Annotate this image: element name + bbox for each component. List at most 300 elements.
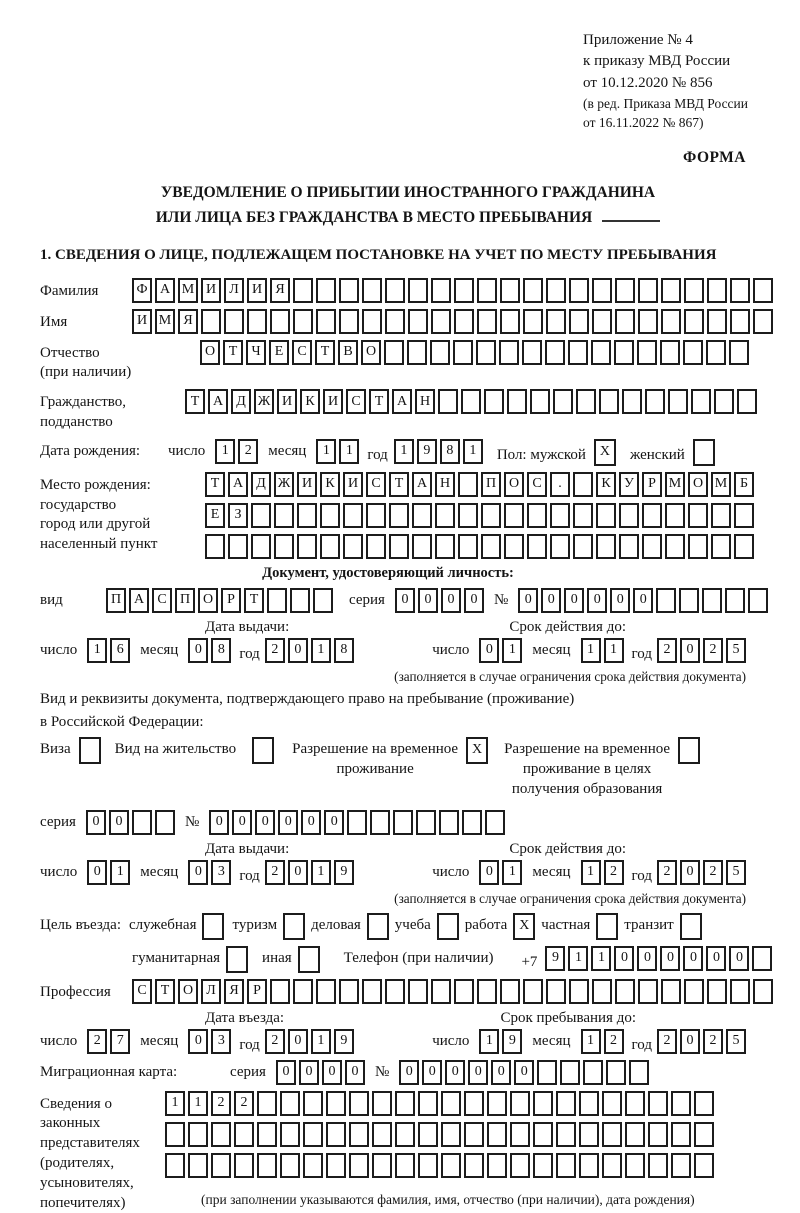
char-cell[interactable]: 0 — [637, 946, 657, 971]
char-cell[interactable] — [694, 1091, 714, 1116]
char-cell[interactable] — [614, 340, 634, 365]
char-cell[interactable]: 0 — [564, 588, 584, 613]
char-cell[interactable]: Т — [155, 979, 175, 1004]
char-cell[interactable] — [523, 278, 543, 303]
char-cell[interactable]: Я — [178, 309, 198, 334]
char-cell[interactable]: Я — [224, 979, 244, 1004]
char-cell[interactable] — [431, 979, 451, 1004]
char-cell[interactable] — [504, 503, 524, 528]
char-cell[interactable] — [602, 1091, 622, 1116]
char-cell[interactable] — [573, 534, 593, 559]
char-cell[interactable]: С — [527, 472, 547, 497]
char-cell[interactable] — [251, 503, 271, 528]
char-cell[interactable] — [464, 1091, 484, 1116]
char-cell[interactable]: 0 — [255, 810, 275, 835]
char-cell[interactable] — [688, 503, 708, 528]
char-cell[interactable] — [247, 309, 267, 334]
char-cell[interactable] — [484, 389, 504, 414]
char-cell[interactable] — [619, 503, 639, 528]
char-cell[interactable] — [523, 309, 543, 334]
char-cell[interactable]: 1 — [581, 638, 601, 663]
char-cell[interactable] — [737, 389, 757, 414]
char-cell[interactable] — [546, 979, 566, 1004]
char-cell[interactable]: 0 — [514, 1060, 534, 1085]
char-cell[interactable] — [556, 1091, 576, 1116]
char-cell[interactable]: Р — [247, 979, 267, 1004]
char-cell[interactable] — [362, 309, 382, 334]
char-cell[interactable]: И — [247, 278, 267, 303]
char-cell[interactable]: Е — [205, 503, 225, 528]
char-cell[interactable] — [679, 588, 699, 613]
char-cell[interactable]: К — [596, 472, 616, 497]
char-cell[interactable] — [625, 1153, 645, 1178]
char-cell[interactable]: О — [688, 472, 708, 497]
char-cell[interactable] — [510, 1153, 530, 1178]
char-cell[interactable] — [316, 278, 336, 303]
char-cell[interactable] — [702, 588, 722, 613]
char-cell[interactable] — [500, 309, 520, 334]
char-cell[interactable] — [349, 1122, 369, 1147]
char-cell[interactable] — [408, 309, 428, 334]
char-cell[interactable]: 2 — [703, 1029, 723, 1054]
char-cell[interactable] — [251, 534, 271, 559]
char-cell[interactable] — [579, 1091, 599, 1116]
char-cell[interactable] — [665, 503, 685, 528]
char-cell[interactable]: 0 — [276, 1060, 296, 1085]
char-cell[interactable] — [362, 979, 382, 1004]
char-cell[interactable] — [729, 340, 749, 365]
char-cell[interactable] — [461, 389, 481, 414]
char-cell[interactable] — [642, 534, 662, 559]
char-cell[interactable]: 1 — [311, 860, 331, 885]
char-cell[interactable]: 1 — [110, 860, 130, 885]
char-cell[interactable] — [725, 588, 745, 613]
char-cell[interactable] — [326, 1091, 346, 1116]
char-cell[interactable] — [453, 340, 473, 365]
char-cell[interactable] — [500, 979, 520, 1004]
char-cell[interactable] — [165, 1153, 185, 1178]
char-cell[interactable]: 0 — [445, 1060, 465, 1085]
char-cell[interactable]: 1 — [87, 638, 107, 663]
char-cell[interactable] — [507, 389, 527, 414]
char-cell[interactable] — [454, 309, 474, 334]
char-cell[interactable]: X — [466, 737, 488, 764]
char-cell[interactable]: 0 — [614, 946, 634, 971]
char-cell[interactable] — [408, 278, 428, 303]
char-cell[interactable] — [753, 309, 773, 334]
char-cell[interactable]: 0 — [680, 1029, 700, 1054]
char-cell[interactable]: В — [338, 340, 358, 365]
char-cell[interactable]: 0 — [188, 638, 208, 663]
char-cell[interactable] — [661, 979, 681, 1004]
char-cell[interactable] — [297, 534, 317, 559]
char-cell[interactable]: 2 — [657, 860, 677, 885]
char-cell[interactable]: 1 — [188, 1091, 208, 1116]
char-cell[interactable] — [418, 1122, 438, 1147]
char-cell[interactable] — [454, 278, 474, 303]
char-cell[interactable] — [293, 309, 313, 334]
char-cell[interactable]: А — [208, 389, 228, 414]
char-cell[interactable]: 0 — [232, 810, 252, 835]
char-cell[interactable]: Л — [224, 278, 244, 303]
char-cell[interactable]: 0 — [399, 1060, 419, 1085]
char-cell[interactable] — [431, 309, 451, 334]
char-cell[interactable] — [458, 472, 478, 497]
char-cell[interactable] — [730, 309, 750, 334]
char-cell[interactable] — [293, 979, 313, 1004]
char-cell[interactable] — [274, 534, 294, 559]
char-cell[interactable] — [504, 534, 524, 559]
char-cell[interactable]: 8 — [211, 638, 231, 663]
char-cell[interactable]: 0 — [299, 1060, 319, 1085]
char-cell[interactable] — [155, 810, 175, 835]
char-cell[interactable]: М — [711, 472, 731, 497]
char-cell[interactable] — [267, 588, 287, 613]
char-cell[interactable] — [533, 1091, 553, 1116]
char-cell[interactable] — [395, 1122, 415, 1147]
char-cell[interactable]: 8 — [334, 638, 354, 663]
char-cell[interactable]: Р — [642, 472, 662, 497]
char-cell[interactable]: Т — [389, 472, 409, 497]
char-cell[interactable] — [730, 278, 750, 303]
char-cell[interactable] — [500, 278, 520, 303]
char-cell[interactable] — [693, 439, 715, 466]
char-cell[interactable] — [556, 1153, 576, 1178]
char-cell[interactable] — [477, 979, 497, 1004]
char-cell[interactable] — [753, 278, 773, 303]
char-cell[interactable]: 2 — [703, 638, 723, 663]
char-cell[interactable]: 1 — [165, 1091, 185, 1116]
char-cell[interactable]: 0 — [188, 1029, 208, 1054]
char-cell[interactable] — [165, 1122, 185, 1147]
char-cell[interactable]: X — [513, 913, 535, 940]
char-cell[interactable] — [487, 1091, 507, 1116]
char-cell[interactable] — [638, 979, 658, 1004]
char-cell[interactable]: Н — [435, 472, 455, 497]
char-cell[interactable] — [339, 309, 359, 334]
char-cell[interactable]: 1 — [591, 946, 611, 971]
char-cell[interactable]: А — [392, 389, 412, 414]
char-cell[interactable] — [599, 389, 619, 414]
char-cell[interactable] — [439, 810, 459, 835]
char-cell[interactable]: 2 — [657, 638, 677, 663]
char-cell[interactable]: Р — [221, 588, 241, 613]
char-cell[interactable] — [389, 534, 409, 559]
char-cell[interactable] — [339, 979, 359, 1004]
char-cell[interactable] — [530, 389, 550, 414]
char-cell[interactable] — [625, 1091, 645, 1116]
char-cell[interactable] — [343, 534, 363, 559]
char-cell[interactable] — [576, 389, 596, 414]
char-cell[interactable] — [753, 979, 773, 1004]
char-cell[interactable] — [257, 1091, 277, 1116]
char-cell[interactable]: 9 — [502, 1029, 522, 1054]
char-cell[interactable]: Д — [231, 389, 251, 414]
char-cell[interactable] — [270, 309, 290, 334]
char-cell[interactable]: 0 — [541, 588, 561, 613]
char-cell[interactable]: 0 — [610, 588, 630, 613]
char-cell[interactable] — [458, 534, 478, 559]
char-cell[interactable] — [569, 309, 589, 334]
char-cell[interactable]: 3 — [211, 860, 231, 885]
char-cell[interactable] — [678, 737, 700, 764]
char-cell[interactable] — [671, 1091, 691, 1116]
char-cell[interactable] — [435, 503, 455, 528]
char-cell[interactable] — [684, 979, 704, 1004]
char-cell[interactable]: П — [106, 588, 126, 613]
char-cell[interactable]: 2 — [234, 1091, 254, 1116]
char-cell[interactable] — [671, 1153, 691, 1178]
char-cell[interactable] — [537, 1060, 557, 1085]
char-cell[interactable]: 0 — [468, 1060, 488, 1085]
char-cell[interactable] — [481, 503, 501, 528]
char-cell[interactable] — [684, 278, 704, 303]
char-cell[interactable] — [303, 1122, 323, 1147]
char-cell[interactable] — [510, 1122, 530, 1147]
char-cell[interactable] — [625, 1122, 645, 1147]
char-cell[interactable] — [293, 278, 313, 303]
char-cell[interactable] — [510, 1091, 530, 1116]
char-cell[interactable] — [372, 1091, 392, 1116]
char-cell[interactable] — [573, 472, 593, 497]
char-cell[interactable]: 0 — [324, 810, 344, 835]
char-cell[interactable] — [619, 534, 639, 559]
char-cell[interactable]: У — [619, 472, 639, 497]
char-cell[interactable]: 2 — [211, 1091, 231, 1116]
char-cell[interactable] — [290, 588, 310, 613]
char-cell[interactable] — [224, 309, 244, 334]
char-cell[interactable]: М — [178, 278, 198, 303]
char-cell[interactable]: Т — [205, 472, 225, 497]
char-cell[interactable] — [591, 340, 611, 365]
char-cell[interactable] — [257, 1122, 277, 1147]
char-cell[interactable] — [606, 1060, 626, 1085]
char-cell[interactable] — [592, 278, 612, 303]
char-cell[interactable]: 5 — [726, 860, 746, 885]
char-cell[interactable]: 9 — [334, 1029, 354, 1054]
char-cell[interactable] — [257, 1153, 277, 1178]
char-cell[interactable] — [389, 503, 409, 528]
char-cell[interactable]: Т — [185, 389, 205, 414]
char-cell[interactable]: С — [132, 979, 152, 1004]
char-cell[interactable]: 1 — [502, 860, 522, 885]
char-cell[interactable]: О — [178, 979, 198, 1004]
char-cell[interactable] — [458, 503, 478, 528]
char-cell[interactable]: 1 — [604, 638, 624, 663]
char-cell[interactable] — [596, 913, 618, 940]
char-cell[interactable] — [464, 1153, 484, 1178]
char-cell[interactable]: М — [665, 472, 685, 497]
char-cell[interactable] — [694, 1153, 714, 1178]
char-cell[interactable] — [303, 1091, 323, 1116]
char-cell[interactable]: 1 — [568, 946, 588, 971]
char-cell[interactable]: П — [481, 472, 501, 497]
char-cell[interactable]: О — [198, 588, 218, 613]
char-cell[interactable] — [384, 340, 404, 365]
char-cell[interactable]: X — [594, 439, 616, 466]
char-cell[interactable]: 2 — [265, 860, 285, 885]
char-cell[interactable] — [684, 309, 704, 334]
char-cell[interactable]: 0 — [87, 860, 107, 885]
char-cell[interactable] — [412, 534, 432, 559]
char-cell[interactable] — [385, 278, 405, 303]
char-cell[interactable] — [533, 1153, 553, 1178]
char-cell[interactable] — [573, 503, 593, 528]
char-cell[interactable] — [730, 979, 750, 1004]
char-cell[interactable] — [408, 979, 428, 1004]
char-cell[interactable] — [706, 340, 726, 365]
char-cell[interactable]: Ж — [254, 389, 274, 414]
char-cell[interactable]: 0 — [86, 810, 106, 835]
char-cell[interactable] — [270, 979, 290, 1004]
char-cell[interactable]: Т — [244, 588, 264, 613]
char-cell[interactable]: 2 — [265, 638, 285, 663]
char-cell[interactable] — [645, 389, 665, 414]
char-cell[interactable] — [188, 1153, 208, 1178]
char-cell[interactable]: Т — [223, 340, 243, 365]
char-cell[interactable] — [252, 737, 274, 764]
char-cell[interactable]: 3 — [211, 1029, 231, 1054]
char-cell[interactable] — [550, 534, 570, 559]
char-cell[interactable]: К — [300, 389, 320, 414]
char-cell[interactable] — [522, 340, 542, 365]
char-cell[interactable]: 1 — [581, 1029, 601, 1054]
char-cell[interactable] — [734, 534, 754, 559]
char-cell[interactable] — [481, 534, 501, 559]
char-cell[interactable] — [316, 979, 336, 1004]
char-cell[interactable]: 2 — [657, 1029, 677, 1054]
char-cell[interactable] — [370, 810, 390, 835]
char-cell[interactable] — [680, 913, 702, 940]
char-cell[interactable] — [339, 278, 359, 303]
char-cell[interactable] — [477, 278, 497, 303]
char-cell[interactable] — [714, 389, 734, 414]
char-cell[interactable]: П — [175, 588, 195, 613]
char-cell[interactable] — [622, 389, 642, 414]
char-cell[interactable] — [487, 1122, 507, 1147]
char-cell[interactable] — [707, 309, 727, 334]
char-cell[interactable] — [313, 588, 333, 613]
char-cell[interactable] — [660, 340, 680, 365]
char-cell[interactable] — [711, 534, 731, 559]
char-cell[interactable] — [748, 588, 768, 613]
char-cell[interactable]: . — [550, 472, 570, 497]
char-cell[interactable] — [316, 309, 336, 334]
char-cell[interactable] — [349, 1091, 369, 1116]
char-cell[interactable]: О — [504, 472, 524, 497]
char-cell[interactable]: 0 — [395, 588, 415, 613]
char-cell[interactable]: З — [228, 503, 248, 528]
char-cell[interactable] — [734, 503, 754, 528]
char-cell[interactable] — [642, 503, 662, 528]
char-cell[interactable] — [476, 340, 496, 365]
char-cell[interactable] — [188, 1122, 208, 1147]
char-cell[interactable] — [297, 503, 317, 528]
char-cell[interactable]: Н — [415, 389, 435, 414]
char-cell[interactable]: И — [132, 309, 152, 334]
char-cell[interactable]: А — [412, 472, 432, 497]
char-cell[interactable] — [274, 503, 294, 528]
char-cell[interactable]: С — [366, 472, 386, 497]
char-cell[interactable] — [569, 979, 589, 1004]
char-cell[interactable]: 1 — [463, 439, 483, 464]
char-cell[interactable] — [280, 1122, 300, 1147]
char-cell[interactable] — [711, 503, 731, 528]
char-cell[interactable] — [546, 278, 566, 303]
char-cell[interactable] — [602, 1153, 622, 1178]
char-cell[interactable] — [579, 1122, 599, 1147]
char-cell[interactable]: С — [346, 389, 366, 414]
char-cell[interactable]: 0 — [188, 860, 208, 885]
char-cell[interactable] — [523, 979, 543, 1004]
char-cell[interactable] — [527, 534, 547, 559]
char-cell[interactable] — [234, 1153, 254, 1178]
char-cell[interactable]: 0 — [441, 588, 461, 613]
char-cell[interactable] — [546, 309, 566, 334]
char-cell[interactable] — [132, 810, 152, 835]
char-cell[interactable]: 1 — [311, 1029, 331, 1054]
char-cell[interactable]: 0 — [345, 1060, 365, 1085]
char-cell[interactable]: 0 — [288, 1029, 308, 1054]
char-cell[interactable] — [441, 1153, 461, 1178]
char-cell[interactable] — [462, 810, 482, 835]
char-cell[interactable] — [694, 1122, 714, 1147]
char-cell[interactable]: И — [323, 389, 343, 414]
char-cell[interactable] — [464, 1122, 484, 1147]
char-cell[interactable] — [752, 946, 772, 971]
char-cell[interactable] — [691, 389, 711, 414]
char-cell[interactable]: 0 — [422, 1060, 442, 1085]
char-cell[interactable] — [583, 1060, 603, 1085]
char-cell[interactable]: 0 — [660, 946, 680, 971]
char-cell[interactable]: И — [277, 389, 297, 414]
char-cell[interactable]: 0 — [209, 810, 229, 835]
char-cell[interactable] — [668, 389, 688, 414]
char-cell[interactable]: 8 — [440, 439, 460, 464]
char-cell[interactable] — [228, 534, 248, 559]
char-cell[interactable]: 1 — [215, 439, 235, 464]
char-cell[interactable]: И — [297, 472, 317, 497]
char-cell[interactable] — [412, 503, 432, 528]
char-cell[interactable]: 0 — [587, 588, 607, 613]
char-cell[interactable]: 6 — [110, 638, 130, 663]
char-cell[interactable] — [579, 1153, 599, 1178]
char-cell[interactable]: 0 — [418, 588, 438, 613]
char-cell[interactable]: С — [152, 588, 172, 613]
char-cell[interactable] — [79, 737, 101, 764]
char-cell[interactable]: 1 — [479, 1029, 499, 1054]
char-cell[interactable]: М — [155, 309, 175, 334]
char-cell[interactable] — [550, 503, 570, 528]
char-cell[interactable]: 2 — [604, 1029, 624, 1054]
char-cell[interactable] — [418, 1153, 438, 1178]
char-cell[interactable]: Е — [269, 340, 289, 365]
char-cell[interactable]: Б — [734, 472, 754, 497]
char-cell[interactable] — [629, 1060, 649, 1085]
char-cell[interactable]: 0 — [729, 946, 749, 971]
char-cell[interactable] — [683, 340, 703, 365]
char-cell[interactable]: 0 — [479, 638, 499, 663]
char-cell[interactable]: Ч — [246, 340, 266, 365]
char-cell[interactable] — [367, 913, 389, 940]
char-cell[interactable]: А — [228, 472, 248, 497]
char-cell[interactable] — [661, 278, 681, 303]
char-cell[interactable] — [656, 588, 676, 613]
char-cell[interactable] — [201, 309, 221, 334]
char-cell[interactable] — [362, 278, 382, 303]
char-cell[interactable]: 2 — [238, 439, 258, 464]
char-cell[interactable]: 0 — [479, 860, 499, 885]
